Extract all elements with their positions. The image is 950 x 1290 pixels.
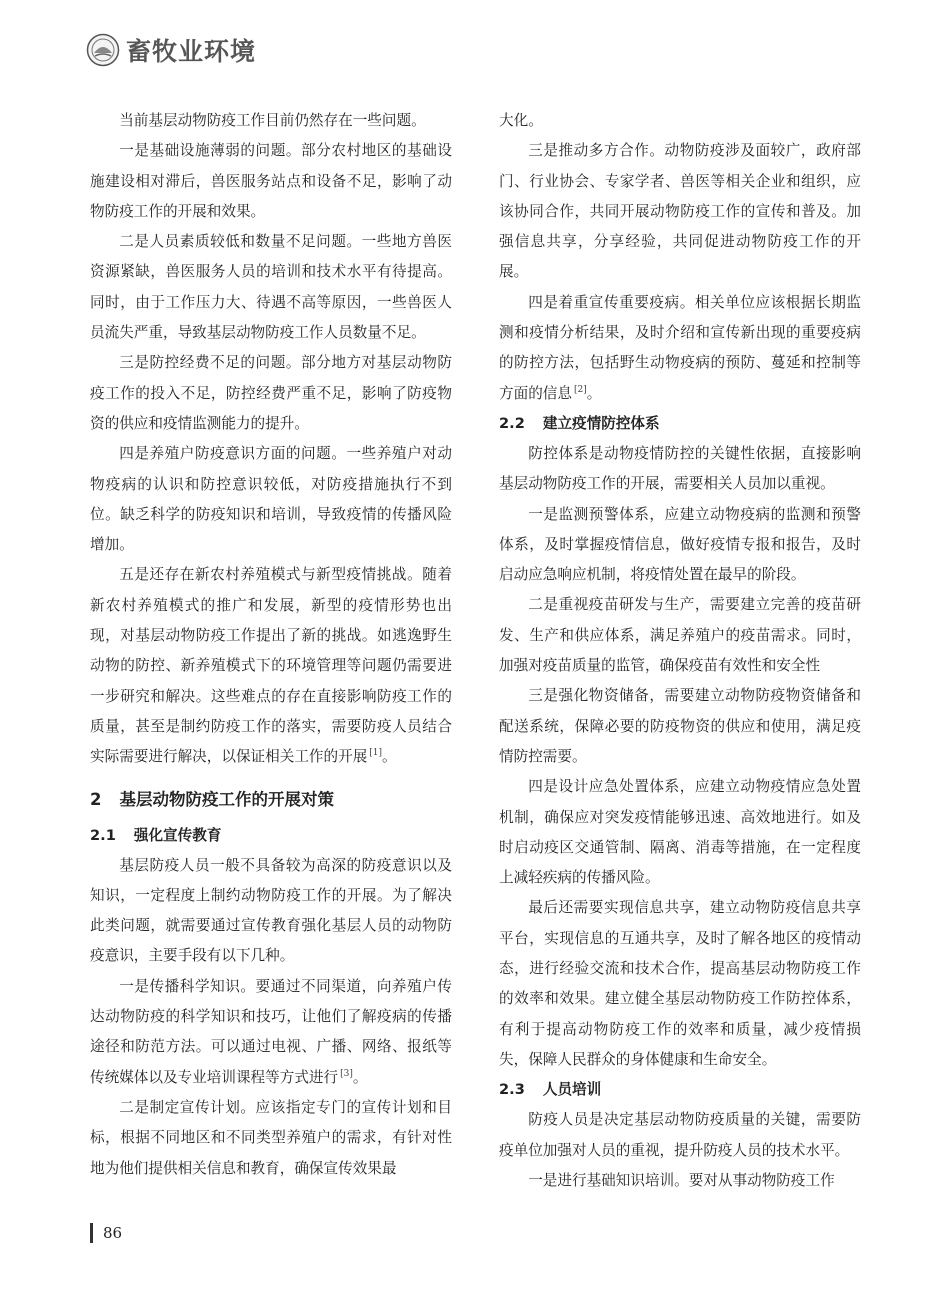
- subsection-number: 2.3: [499, 1081, 525, 1099]
- page-number: 86: [103, 1224, 123, 1242]
- subsection-number: 2.1: [90, 826, 116, 844]
- paragraph: 二是重视疫苗研发与生产，需要建立完善的疫苗研发、生产和供应体系，满足养殖户的疫苗需求。同时，加强对疫苗质量的监管，确保疫苗有效性和安全性: [499, 596, 861, 675]
- paragraph: 防疫人员是决定基层动物防疫质量的关键，需要防疫单位加强对人员的重视，提升防疫人员的技术水平。: [499, 1111, 861, 1159]
- paragraph-with-citation: [90, 560, 452, 772]
- paragraph-end: 。: [352, 1068, 368, 1086]
- paragraph: 大化。: [499, 112, 543, 129]
- subsection-heading: [90, 821, 452, 851]
- paragraph: 三是推动多方合作。动物防疫涉及面较广，政府部门、行业协会、专家学者、兽医等相关企业和组织，应该协同合作，共同开展动物防疫工作的宣传和普及。加强信息共享，分享经验，共同促进动物防疫工作的开展。: [499, 142, 861, 281]
- paragraph: 一是进行基础知识培训。要对从事动物防疫工作: [528, 1171, 835, 1189]
- paragraph: 基层防疫人员一般不具备较为高深的防疫意识以及知识，一定程度上制约动物防疫工作的开展。为了解决此类问题，就需要通过宣传教育强化基层人员的动物防疫意识，主要手段有以下几种。: [90, 856, 452, 965]
- paragraph: 二是制定宣传计划。应该指定专门的宣传计划和目标，根据不同地区和不同类型养殖户的需求，有针对性地为他们提供相关信息和教育，确保宣传效果最: [90, 1098, 452, 1177]
- paragraph: 一是监测预警体系，应建立动物疫病的监测和预警体系，及时掌握疫情信息，做好疫情专报和报告，及时启动应急响应机制，将疫情处置在最早的阶段。: [499, 505, 861, 584]
- journal-title: 畜牧业环境: [126, 37, 257, 66]
- page-header: [86, 30, 256, 70]
- citation-ref: [1]: [369, 748, 383, 759]
- paragraph-with-citation: [499, 288, 861, 409]
- footer-bar: [90, 1223, 93, 1243]
- paragraph-end: 。: [586, 384, 602, 402]
- paragraph-text: 五是还存在新农村养殖模式与新型疫情挑战。随着新农村养殖模式的推广和发展，新型的疫情形势也出现，对基层动物防疫工作提出了新的挑战。如逃逸野生动物的防控、新养殖模式下的环境管理等问题仍需要进一步研究和解决。这些难点的存在直接影响防疫工作的质量，甚至是制约防疫工作的落实，需要防疫人员结合实际需要进行解决，以保证相关工作的开展: [90, 566, 452, 766]
- paragraph: 最后还需要实现信息共享，建立动物防疫信息共享平台，实现信息的互通共享，及时了解各地区的疫情动态，进行经验交流和技术合作，提高基层动物防疫工作的效率和效果。建立健全基层动物防疫工作防控体系，有利于提高动物防疫工作的效率和质量，减少疫情损失，保障人民群众的身体健康和生命安全。: [499, 899, 861, 1068]
- paragraph-text: 一是传播科学知识。要通过不同渠道，向养殖户传达动物防疫的科学知识和技巧，让他们了解疫病的传播途径和防范方法。可以通过电视、广播、网络、报纸等传统媒体以及专业培训课程等方式进行: [90, 977, 452, 1086]
- section-number: 2: [90, 789, 102, 809]
- paragraph: 二是人员素质较低和数量不足问题。一些地方兽医资源紧缺，兽医服务人员的培训和技术水平有待提高。同时，由于工作压力大、待遇不高等原因，一些兽医人员流失严重，导致基层动物防疫工作人员数量不足。: [90, 233, 452, 342]
- subsection-title: 建立疫情防控体系: [542, 414, 660, 432]
- section-heading: [90, 785, 452, 815]
- subsection-number: 2.2: [499, 414, 525, 432]
- right-column: [499, 106, 861, 1196]
- paragraph: 四是设计应急处置体系，应建立动物疫情应急处置机制，确保应对突发疫情能够迅速、高效地进行。如及时启动疫区交通管制、隔离、消毒等措施，在一定程度上减轻疾病的传播风险。: [499, 778, 861, 887]
- page-footer: [90, 1223, 122, 1243]
- left-column: [90, 106, 452, 1184]
- paragraph: 三是强化物资储备，需要建立动物防疫物资储备和配送系统，保障必要的防疫物资的供应和使用，满足疫情防控需要。: [499, 687, 861, 765]
- paragraph: 当前基层动物防疫工作目前仍然存在一些问题。: [119, 112, 426, 129]
- paragraph-end: 。: [382, 748, 397, 766]
- paragraph-text: 四是着重宣传重要疫病。相关单位应该根据长期监测和疫情分析结果，及时介绍和宣传新出现的重要疫病的防控方法，包括野生动物疫病的预防、蔓延和控制等方面的信息: [499, 293, 861, 402]
- subsection-title: 人员培训: [542, 1081, 602, 1099]
- paragraph: 四是养殖户防疫意识方面的问题。一些养殖户对动物疫病的认识和防控意识较低，对防疫措施执行不到位。缺乏科学的防疫知识和培训，导致疫情的传播风险增加。: [90, 445, 452, 554]
- paragraph: 防控体系是动物疫情防控的关键性依据，直接影响基层动物防疫工作的开展，需要相关人员加以重视。: [499, 444, 861, 493]
- paragraph: 一是基础设施薄弱的问题。部分农村地区的基础设施建设相对滞后，兽医服务站点和设备不足，影响了动物防疫工作的开展和效果。: [90, 142, 452, 220]
- section-title: 基层动物防疫工作的开展对策: [119, 789, 334, 809]
- subsection-heading: [499, 1075, 861, 1105]
- subsection-title: 强化宣传教育: [133, 826, 222, 844]
- journal-logo-icon: [86, 33, 120, 67]
- paragraph: 三是防控经费不足的问题。部分地方对基层动物防疫工作的投入不足，防控经费严重不足，影响了防疫物资的供应和疫情监测能力的提升。: [90, 354, 452, 432]
- citation-ref: [3]: [340, 1068, 353, 1079]
- subsection-heading: [499, 409, 861, 439]
- paragraph-with-citation: [90, 972, 452, 1093]
- citation-ref: [2]: [573, 384, 587, 395]
